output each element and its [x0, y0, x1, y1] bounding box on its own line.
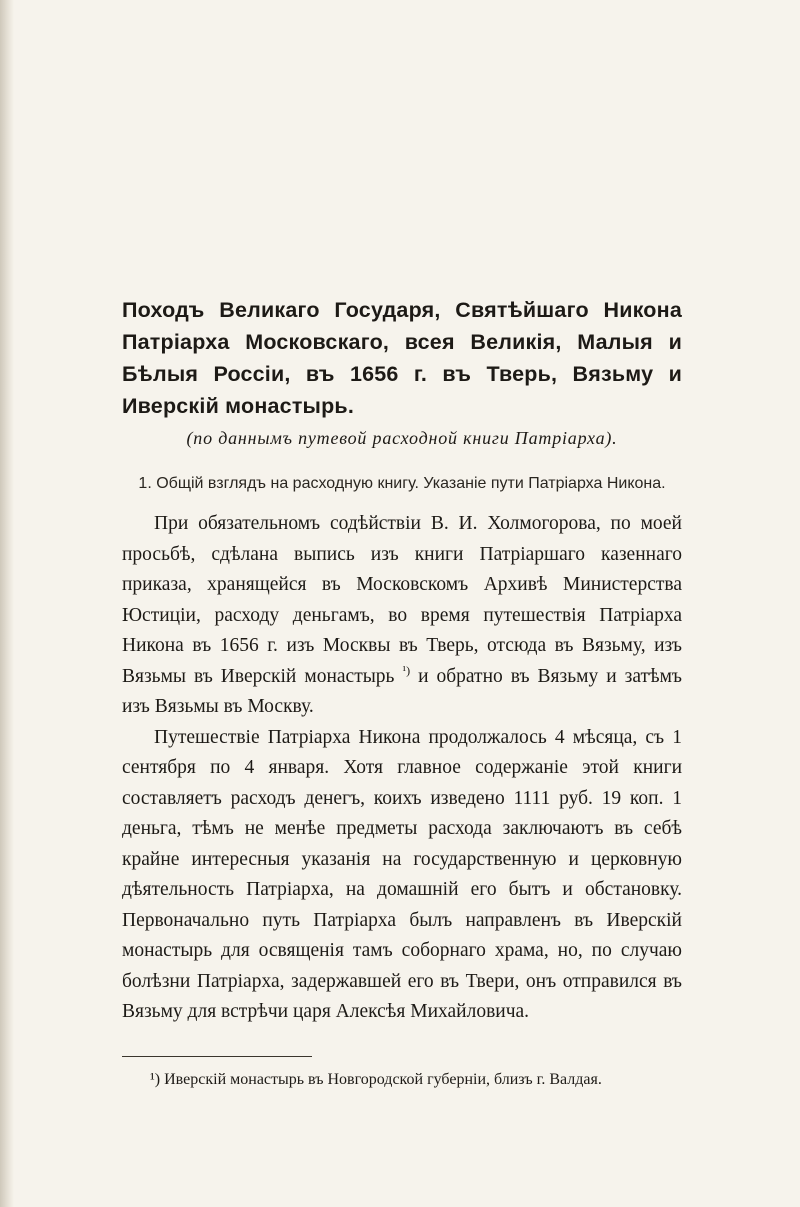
document-content: [122, 294, 682, 1091]
page-edge-shadow: [0, 0, 14, 1207]
footnote-marker: ¹): [402, 663, 411, 677]
paragraph-2: Путешествіе Патріарха Никона продолжалось 4 мѣсяца, съ 1 сентября по 4 января. Хотя главное содержаніе этой книги составляетъ расходъ денегъ, коихъ изведено 1111 руб. 19 коп. 1 деньга, тѣмъ не менѣе предметы расхода заключаютъ въ себѣ крайне интересныя указанія на государственную и церковную дѣятельность Патріарха, на домашній его бытъ и обстановку. Первоначально путь Патріарха былъ направленъ въ Иверскій монастырь для освященія тамъ соборнаго храма, но, по случаю болѣзни Патріарха, задержавшей его въ Твери, онъ отправился въ Вязьму для встрѣчи царя Алексѣя Михайловича.: [122, 726, 682, 1022]
footnote-divider: [122, 1056, 312, 1057]
section-heading: 1. Общій взглядъ на расходную книгу. Указаніе пути Патріарха Никона.: [138, 475, 666, 492]
paragraph-1-text: При обязательномъ содѣйствіи В. И. Холмогорова, по моей просьбѣ, сдѣлана выпись изъ книги Патріаршаго казеннаго приказа, хранящейся въ Московскомъ Архивѣ Министерства Юстиціи, расходу деньгамъ, во время путешествія Патріарха Никона въ 1656 г. изъ Москвы въ Тверь, отсюда въ Вязьму, изъ Вязьмы въ Иверскій монастырь: [122, 513, 682, 687]
document-subtitle: (по даннымъ путевой расходной книги Патріарха).: [186, 428, 618, 448]
document-title: Походъ Великаго Государя, Святѣйшаго Никона Патріарха Московскаго, всея Великія, Малыя и Бѣлыя Россіи, въ 1656 г. въ Тверь, Вязьму и Иверскій монастырь.: [122, 298, 682, 418]
paragraph-1: [122, 509, 682, 723]
footnote: ¹) Иверскій монастырь въ Новгородской губерніи, близъ г. Валдая.: [150, 1070, 602, 1088]
paragraph-1-continuation: и обратно въ Вязьму и затѣмъ изъ Вязьмы въ Москву.: [122, 665, 683, 717]
